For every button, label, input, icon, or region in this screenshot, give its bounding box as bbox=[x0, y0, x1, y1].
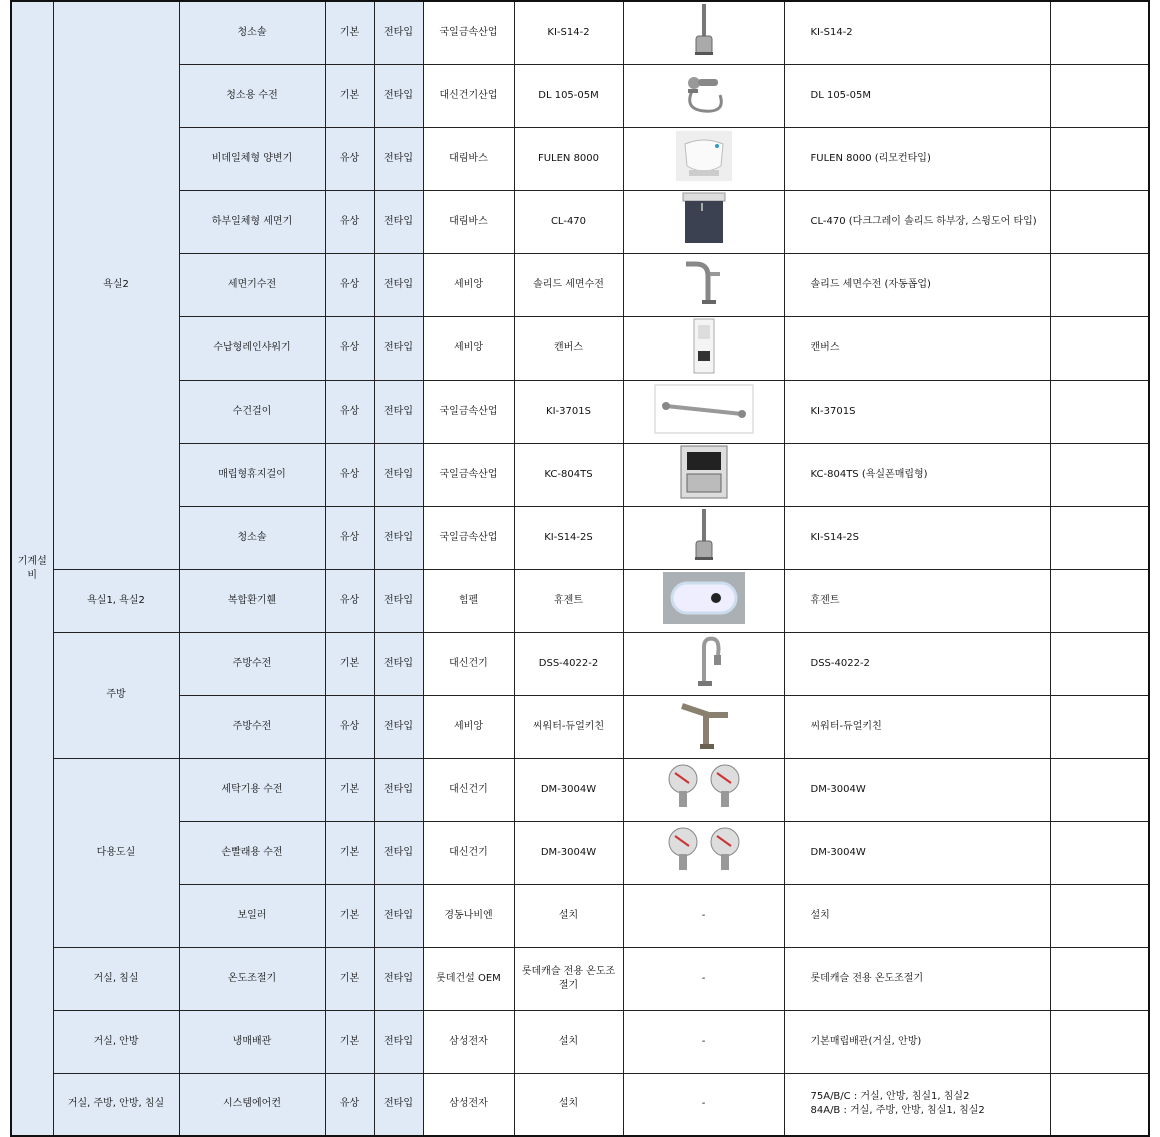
spec-note-cell: 씨워터-듀얼키친 bbox=[784, 695, 1050, 758]
scope-cell: 전타입 bbox=[374, 64, 423, 127]
model-cell: KI-S14-2S bbox=[514, 506, 623, 569]
type-cell: 기본 bbox=[325, 947, 374, 1010]
maker-cell: 국일금속산업 bbox=[423, 1, 514, 64]
scope-cell: 전타입 bbox=[374, 190, 423, 253]
type-cell: 유상 bbox=[325, 190, 374, 253]
table-body bbox=[11, 1, 1149, 1136]
item-cell: 냉매배관 bbox=[179, 1010, 325, 1073]
washer-valve-icon bbox=[659, 761, 749, 818]
remarks-cell bbox=[1050, 506, 1149, 569]
product-image-cell bbox=[623, 316, 784, 380]
type-cell: 기본 bbox=[325, 758, 374, 821]
scope-cell: 전타입 bbox=[374, 443, 423, 506]
product-image-cell bbox=[623, 127, 784, 190]
scope-cell: 전타입 bbox=[374, 821, 423, 884]
spec-note-cell: 솔리드 세면수전 (자동폽업) bbox=[784, 253, 1050, 316]
item-cell: 세탁기용 수전 bbox=[179, 758, 325, 821]
table-row bbox=[11, 632, 1149, 695]
paper-holder-icon bbox=[677, 444, 731, 505]
product-image-cell bbox=[623, 821, 784, 884]
scope-cell: 전타입 bbox=[374, 127, 423, 190]
equipment-spec-table bbox=[10, 0, 1150, 1137]
item-cell: 복합환기휀 bbox=[179, 569, 325, 632]
model-cell: DL 105-05M bbox=[514, 64, 623, 127]
washer-valve-icon bbox=[659, 824, 749, 881]
maker-cell: 국일금속산업 bbox=[423, 443, 514, 506]
table-row bbox=[11, 506, 1149, 569]
table-row bbox=[11, 821, 1149, 884]
scope-cell: 전타입 bbox=[374, 316, 423, 380]
product-image-cell bbox=[623, 632, 784, 695]
table-row bbox=[11, 64, 1149, 127]
product-image-cell bbox=[623, 253, 784, 316]
maker-cell: 삼성전자 bbox=[423, 1010, 514, 1073]
remarks-cell bbox=[1050, 316, 1149, 380]
type-cell: 유상 bbox=[325, 127, 374, 190]
item-cell: 매립형휴지걸이 bbox=[179, 443, 325, 506]
item-cell: 청소솔 bbox=[179, 1, 325, 64]
maker-cell: 대신건기 bbox=[423, 632, 514, 695]
table-row bbox=[11, 569, 1149, 632]
maker-cell: 삼성전자 bbox=[423, 1073, 514, 1136]
shower-icon bbox=[689, 317, 719, 380]
product-image-cell bbox=[623, 506, 784, 569]
area-cell: 거실, 주방, 안방, 침실 bbox=[53, 1073, 179, 1136]
model-cell: KI-3701S bbox=[514, 380, 623, 443]
model-cell: KC-804TS bbox=[514, 443, 623, 506]
area-cell: 주방 bbox=[53, 632, 179, 758]
towel-bar-icon bbox=[654, 384, 754, 439]
type-cell: 유상 bbox=[325, 506, 374, 569]
maker-cell: 대림바스 bbox=[423, 190, 514, 253]
model-cell: 솔리드 세면수전 bbox=[514, 253, 623, 316]
product-image-cell: - bbox=[623, 1010, 784, 1073]
maker-cell: 국일금속산업 bbox=[423, 380, 514, 443]
item-cell: 시스템에어컨 bbox=[179, 1073, 325, 1136]
type-cell: 유상 bbox=[325, 253, 374, 316]
remarks-cell bbox=[1050, 695, 1149, 758]
model-cell: 씨워터-듀얼키친 bbox=[514, 695, 623, 758]
remarks-cell bbox=[1050, 947, 1149, 1010]
model-cell: DSS-4022-2 bbox=[514, 632, 623, 695]
remarks-cell bbox=[1050, 64, 1149, 127]
scope-cell: 전타입 bbox=[374, 758, 423, 821]
scope-cell: 전타입 bbox=[374, 253, 423, 316]
item-cell: 온도조절기 bbox=[179, 947, 325, 1010]
spec-note-cell: DL 105-05M bbox=[784, 64, 1050, 127]
area-cell: 다용도실 bbox=[53, 758, 179, 947]
remarks-cell bbox=[1050, 569, 1149, 632]
scope-cell: 전타입 bbox=[374, 569, 423, 632]
model-cell: 캔버스 bbox=[514, 316, 623, 380]
type-cell: 기본 bbox=[325, 821, 374, 884]
maker-cell: 롯데건설 OEM bbox=[423, 947, 514, 1010]
spec-note-cell: 휴젠트 bbox=[784, 569, 1050, 632]
toilet-brush-icon bbox=[692, 2, 716, 63]
model-cell: FULEN 8000 bbox=[514, 127, 623, 190]
remarks-cell bbox=[1050, 632, 1149, 695]
type-cell: 기본 bbox=[325, 1, 374, 64]
table-row bbox=[11, 380, 1149, 443]
item-cell: 비데일체형 양변기 bbox=[179, 127, 325, 190]
table-row bbox=[11, 947, 1149, 1010]
item-cell: 손빨래용 수전 bbox=[179, 821, 325, 884]
item-cell: 주방수전 bbox=[179, 695, 325, 758]
spec-note-cell: 기본매립배관(거실, 안방) bbox=[784, 1010, 1050, 1073]
table-row bbox=[11, 884, 1149, 947]
area-cell: 거실, 침실 bbox=[53, 947, 179, 1010]
basin-faucet-icon bbox=[678, 256, 730, 313]
product-image-cell bbox=[623, 1, 784, 64]
product-image-cell: - bbox=[623, 884, 784, 947]
model-cell: DM-3004W bbox=[514, 758, 623, 821]
product-image-cell bbox=[623, 380, 784, 443]
spec-note-cell: KI-S14-2S bbox=[784, 506, 1050, 569]
table-row bbox=[11, 253, 1149, 316]
scope-cell: 전타입 bbox=[374, 1010, 423, 1073]
model-cell: DM-3004W bbox=[514, 821, 623, 884]
scope-cell: 전타입 bbox=[374, 1073, 423, 1136]
spec-note-cell: 설치 bbox=[784, 884, 1050, 947]
area-cell: 욕실2 bbox=[53, 1, 179, 569]
remarks-cell bbox=[1050, 127, 1149, 190]
scope-cell: 전타입 bbox=[374, 380, 423, 443]
item-cell: 하부일체형 세면기 bbox=[179, 190, 325, 253]
spec-table-wrapper bbox=[10, 0, 1150, 1137]
item-cell: 청소용 수전 bbox=[179, 64, 325, 127]
item-cell: 수건걸이 bbox=[179, 380, 325, 443]
maker-cell: 세비앙 bbox=[423, 316, 514, 380]
maker-cell: 세비앙 bbox=[423, 253, 514, 316]
remarks-cell bbox=[1050, 1073, 1149, 1136]
product-image-cell bbox=[623, 190, 784, 253]
maker-cell: 힘펠 bbox=[423, 569, 514, 632]
area-cell: 거실, 안방 bbox=[53, 1010, 179, 1073]
scope-cell: 전타입 bbox=[374, 884, 423, 947]
table-row bbox=[11, 1, 1149, 64]
toilet-icon bbox=[675, 130, 733, 187]
type-cell: 기본 bbox=[325, 884, 374, 947]
type-cell: 유상 bbox=[325, 569, 374, 632]
scope-cell: 전타입 bbox=[374, 1, 423, 64]
table-row bbox=[11, 758, 1149, 821]
table-row bbox=[11, 695, 1149, 758]
maker-cell: 대신건기산업 bbox=[423, 64, 514, 127]
product-image-cell bbox=[623, 695, 784, 758]
item-cell: 보일러 bbox=[179, 884, 325, 947]
model-cell: 설치 bbox=[514, 1073, 623, 1136]
remarks-cell bbox=[1050, 1, 1149, 64]
spec-note-cell: CL-470 (다크그레이 솔리드 하부장, 스윙도어 타입) bbox=[784, 190, 1050, 253]
maker-cell: 경동나비엔 bbox=[423, 884, 514, 947]
category-cell: 기계설비 bbox=[11, 1, 53, 1136]
type-cell: 기본 bbox=[325, 1010, 374, 1073]
type-cell: 유상 bbox=[325, 380, 374, 443]
spec-note-cell: KC-804TS (욕실폰매립형) bbox=[784, 443, 1050, 506]
spec-note-cell: 캔버스 bbox=[784, 316, 1050, 380]
spec-note-cell: DM-3004W bbox=[784, 758, 1050, 821]
table-row bbox=[11, 127, 1149, 190]
scope-cell: 전타입 bbox=[374, 506, 423, 569]
product-image-cell bbox=[623, 443, 784, 506]
item-cell: 주방수전 bbox=[179, 632, 325, 695]
spec-note-cell: DM-3004W bbox=[784, 821, 1050, 884]
remarks-cell bbox=[1050, 1010, 1149, 1073]
kitchen-faucet-2-icon bbox=[672, 696, 736, 757]
remarks-cell bbox=[1050, 380, 1149, 443]
maker-cell: 대신건기 bbox=[423, 758, 514, 821]
type-cell: 유상 bbox=[325, 695, 374, 758]
product-image-cell bbox=[623, 758, 784, 821]
remarks-cell bbox=[1050, 758, 1149, 821]
table-row bbox=[11, 443, 1149, 506]
maker-cell: 대림바스 bbox=[423, 127, 514, 190]
area-cell: 욕실1, 욕실2 bbox=[53, 569, 179, 632]
type-cell: 기본 bbox=[325, 632, 374, 695]
remarks-cell bbox=[1050, 821, 1149, 884]
model-cell: 롯데캐슬 전용 온도조절기 bbox=[514, 947, 623, 1010]
product-image-cell: - bbox=[623, 947, 784, 1010]
spec-note-cell: FULEN 8000 (리모컨타입) bbox=[784, 127, 1050, 190]
type-cell: 기본 bbox=[325, 64, 374, 127]
type-cell: 유상 bbox=[325, 316, 374, 380]
table-row bbox=[11, 1073, 1149, 1136]
remarks-cell bbox=[1050, 190, 1149, 253]
model-cell: CL-470 bbox=[514, 190, 623, 253]
vanity-icon bbox=[681, 191, 727, 252]
scope-cell: 전타입 bbox=[374, 695, 423, 758]
maker-cell: 대신건기 bbox=[423, 821, 514, 884]
model-cell: 휴젠트 bbox=[514, 569, 623, 632]
kitchen-faucet-icon bbox=[684, 633, 724, 694]
scope-cell: 전타입 bbox=[374, 947, 423, 1010]
maker-cell: 세비앙 bbox=[423, 695, 514, 758]
model-cell: 설치 bbox=[514, 884, 623, 947]
spec-note-cell: DSS-4022-2 bbox=[784, 632, 1050, 695]
model-cell: 설치 bbox=[514, 1010, 623, 1073]
table-row bbox=[11, 316, 1149, 380]
product-image-cell: - bbox=[623, 1073, 784, 1136]
table-row bbox=[11, 190, 1149, 253]
item-cell: 세면기수전 bbox=[179, 253, 325, 316]
spec-note-cell: 롯데캐슬 전용 온도조절기 bbox=[784, 947, 1050, 1010]
product-image-cell bbox=[623, 569, 784, 632]
remarks-cell bbox=[1050, 253, 1149, 316]
model-cell: KI-S14-2 bbox=[514, 1, 623, 64]
maker-cell: 국일금속산업 bbox=[423, 506, 514, 569]
remarks-cell bbox=[1050, 884, 1149, 947]
remarks-cell bbox=[1050, 443, 1149, 506]
ventilator-icon bbox=[662, 571, 746, 630]
cleaning-faucet-icon bbox=[674, 69, 734, 122]
type-cell: 유상 bbox=[325, 1073, 374, 1136]
product-image-cell bbox=[623, 64, 784, 127]
spec-note-cell: KI-3701S bbox=[784, 380, 1050, 443]
table-row bbox=[11, 1010, 1149, 1073]
toilet-brush-icon bbox=[692, 507, 716, 568]
item-cell: 청소솔 bbox=[179, 506, 325, 569]
type-cell: 유상 bbox=[325, 443, 374, 506]
spec-note-cell: 75A/B/C : 거실, 안방, 침실1, 침실2 84A/B : 거실, 주방, 안방, 침실1, 침실2 bbox=[784, 1073, 1050, 1136]
scope-cell: 전타입 bbox=[374, 632, 423, 695]
spec-note-cell: KI-S14-2 bbox=[784, 1, 1050, 64]
item-cell: 수납형레인샤워기 bbox=[179, 316, 325, 380]
